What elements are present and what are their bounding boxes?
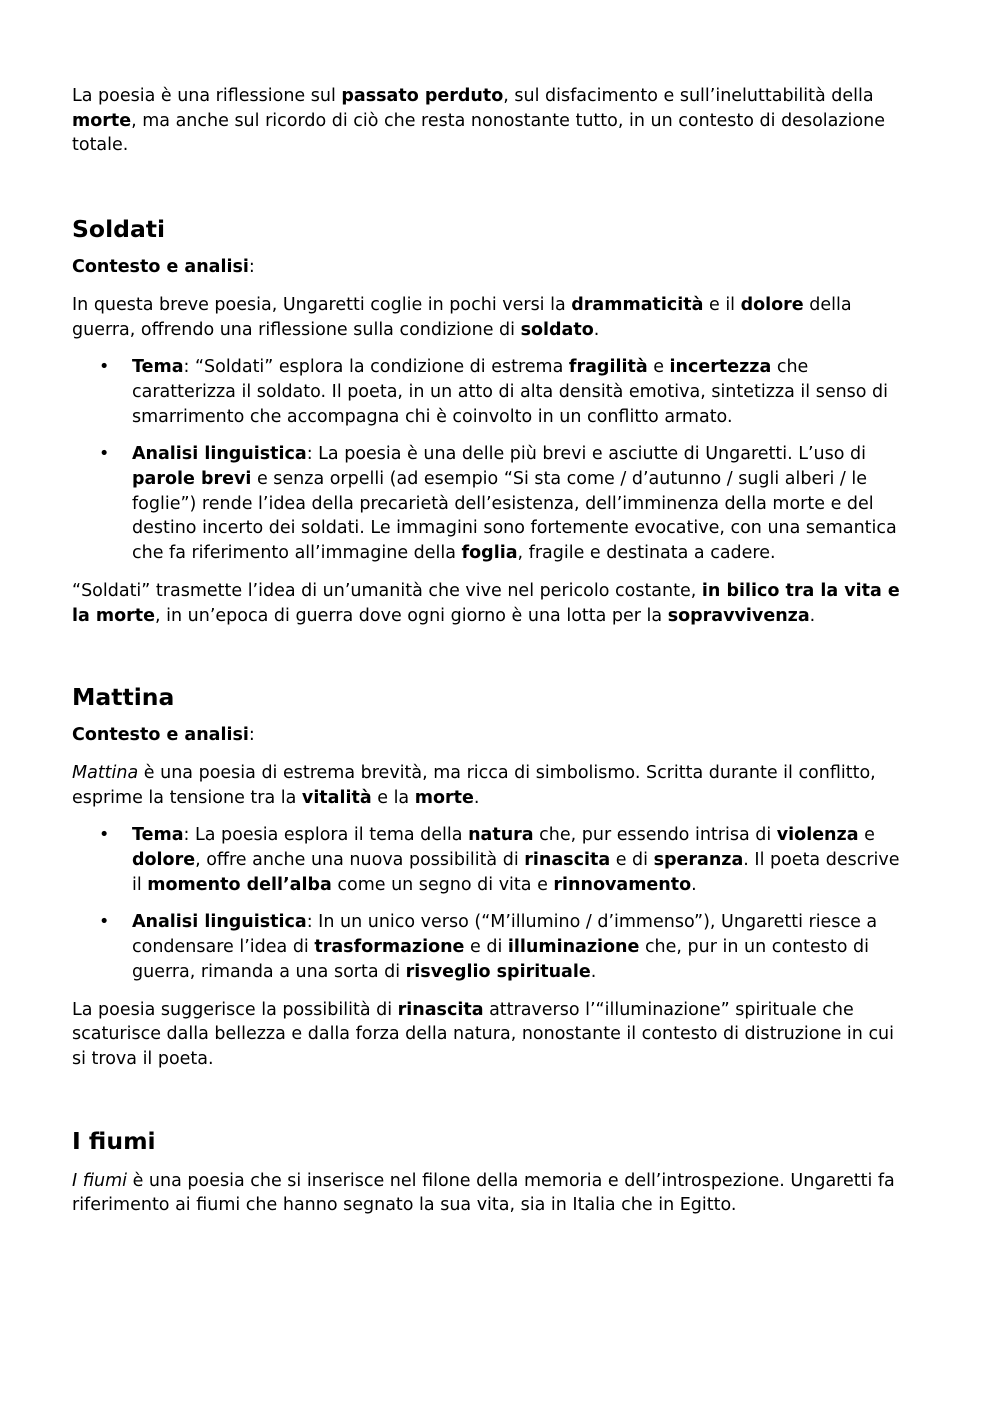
text: che, pur essendo intrisa di xyxy=(533,825,777,846)
text: . xyxy=(691,874,697,895)
list-item xyxy=(72,442,912,566)
bold-text: incertezza xyxy=(669,357,772,378)
text: : La poesia esplora il tema della xyxy=(183,825,469,846)
text: e la xyxy=(371,787,415,808)
mattina-subheading-label: Contesto e analisi xyxy=(72,725,249,746)
list-item-label: Analisi linguistica xyxy=(132,444,307,465)
soldati-bullet-list xyxy=(72,355,912,566)
text: . Il poeta descrive il xyxy=(132,850,900,895)
soldati-subheading-colon: : xyxy=(248,257,255,278)
text: “Soldati” trasmette l’idea di un’umanità che vive nel pericolo costante, xyxy=(72,580,702,601)
bold-text: parole brevi xyxy=(132,469,252,490)
bold-text: speranza xyxy=(653,850,744,871)
intro-text-1: La poesia è una riflessione sul xyxy=(72,86,342,106)
text: è una poesia che si inserisce nel filone della memoria e dell’introspezione. Ungaretti fa riferimento ai fiumi che hanno segnato la sua vita, sia in Italia che in Egitto. xyxy=(72,1170,895,1216)
text: In questa breve poesia, Ungaretti coglie in pochi versi la xyxy=(72,294,572,315)
text: . xyxy=(809,605,816,626)
bold-text: sopravvivenza xyxy=(667,605,810,626)
list-item-label: Tema xyxy=(132,357,184,378)
text: attraverso l’“illuminazione” spirituale che scaturisce dalla bellezza e dalla forza della natura, nonostante il contesto di distruzione in cui si trova il poeta. xyxy=(72,999,895,1069)
bold-text: foglia xyxy=(461,543,518,564)
text: come un segno di vita e xyxy=(331,874,554,895)
text: , fragile e destinata a cadere. xyxy=(517,543,776,564)
text: che, pur in un contesto di guerra, rimanda a una sorta di xyxy=(132,937,870,982)
bold-text: rinascita xyxy=(524,850,611,871)
soldati-paragraph-1 xyxy=(72,293,912,342)
list-item-label: Tema xyxy=(132,825,184,846)
intro-text-2: , sul disfacimento e sull’ineluttabilità della xyxy=(503,86,874,106)
italic-text: I fiumi xyxy=(72,1170,128,1191)
mattina-paragraph-1 xyxy=(72,761,912,810)
soldati-subheading xyxy=(72,255,912,280)
bold-text: momento dell’alba xyxy=(147,874,332,895)
text: che caratterizza il soldato. Il poeta, in un atto di alta densità emotiva, sintetizza il senso di smarrimento che accompagna chi è coinvolto in un conflitto armato. xyxy=(132,357,889,427)
text: e xyxy=(647,357,670,378)
text: è una poesia di estrema brevità, ma ricca di simbolismo. Scritta durante il conflitto, esprime la tensione tra la xyxy=(72,762,876,808)
bold-text: rinascita xyxy=(397,999,484,1020)
text: . xyxy=(593,319,600,340)
text: e il xyxy=(703,294,741,315)
bullet-icon: • xyxy=(99,444,110,465)
text: . xyxy=(473,787,480,808)
fiumi-paragraph-1 xyxy=(72,1169,912,1218)
mattina-subheading xyxy=(72,723,912,748)
bold-text: drammaticità xyxy=(571,294,704,315)
bold-text: rinnovamento xyxy=(553,874,692,895)
list-item xyxy=(72,823,912,897)
list-item xyxy=(72,910,912,984)
section-title-fiumi: I fiumi xyxy=(72,1126,156,1155)
text: e di xyxy=(610,850,654,871)
bullet-icon: • xyxy=(99,825,110,846)
bullet-icon: • xyxy=(99,357,110,378)
intro-text-3: , ma anche sul ricordo di ciò che resta nonostante tutto, in un contesto di desolazione totale. xyxy=(72,110,885,156)
text: : “Soldati” esplora la condizione di estrema xyxy=(183,357,569,378)
text: e senza orpelli (ad esempio “Si sta come / d’autunno / sugli alberi / le foglie”) rende l’idea della precarietà dell’esistenza, dell’imminenza della morte e del destino incerto dei soldati. Le immagini sono fortemente evocative, con una semantica che fa riferimento all’immagine della xyxy=(132,469,897,564)
text: della guerra, offrendo una riflessione sulla condizione di xyxy=(72,294,852,340)
text: e di xyxy=(464,937,508,958)
bold-text: vitalità xyxy=(301,787,372,808)
mattina-paragraph-2 xyxy=(72,998,912,1072)
italic-text: Mattina xyxy=(72,762,139,783)
text: , offre anche una nuova possibilità di xyxy=(195,850,525,871)
soldati-paragraph-2 xyxy=(72,579,912,628)
list-item-label: Analisi linguistica xyxy=(132,912,307,933)
intro-paragraph xyxy=(72,84,912,158)
bold-text: fragilità xyxy=(568,357,648,378)
text: , in un’epoca di guerra dove ogni giorno è una lotta per la xyxy=(155,605,668,626)
mattina-bullet-list xyxy=(72,823,912,984)
bold-text: dolore xyxy=(132,850,196,871)
text: : La poesia è una delle più brevi e asciutte di Ungaretti. L’uso di xyxy=(306,444,866,465)
bold-text: morte xyxy=(414,787,474,808)
bold-text: natura xyxy=(468,825,534,846)
bold-text: in bilico tra la vita e la morte xyxy=(72,580,900,626)
document-page xyxy=(72,84,912,1218)
bold-text: violenza xyxy=(776,825,859,846)
bold-text: soldato xyxy=(520,319,594,340)
bold-text: trasformazione xyxy=(314,937,465,958)
bold-text: dolore xyxy=(740,294,804,315)
text: . xyxy=(590,961,597,982)
intro-bold-2: morte xyxy=(72,110,132,131)
mattina-subheading-colon: : xyxy=(248,725,255,746)
text: : In un unico verso (“M’illumino / d’immenso”), Ungaretti riesce a condensare l’idea di xyxy=(132,912,878,958)
bold-text: illuminazione xyxy=(507,937,640,958)
text: e xyxy=(858,825,875,846)
section-title-soldati: Soldati xyxy=(72,215,166,244)
soldati-subheading-label: Contesto e analisi xyxy=(72,257,249,278)
intro-bold-1: passato perduto xyxy=(341,86,504,106)
bold-text: risveglio spirituale xyxy=(405,961,591,982)
bullet-icon: • xyxy=(99,912,110,933)
text: La poesia suggerisce la possibilità di xyxy=(72,999,398,1020)
list-item xyxy=(72,355,912,429)
section-title-mattina: Mattina xyxy=(72,683,175,712)
